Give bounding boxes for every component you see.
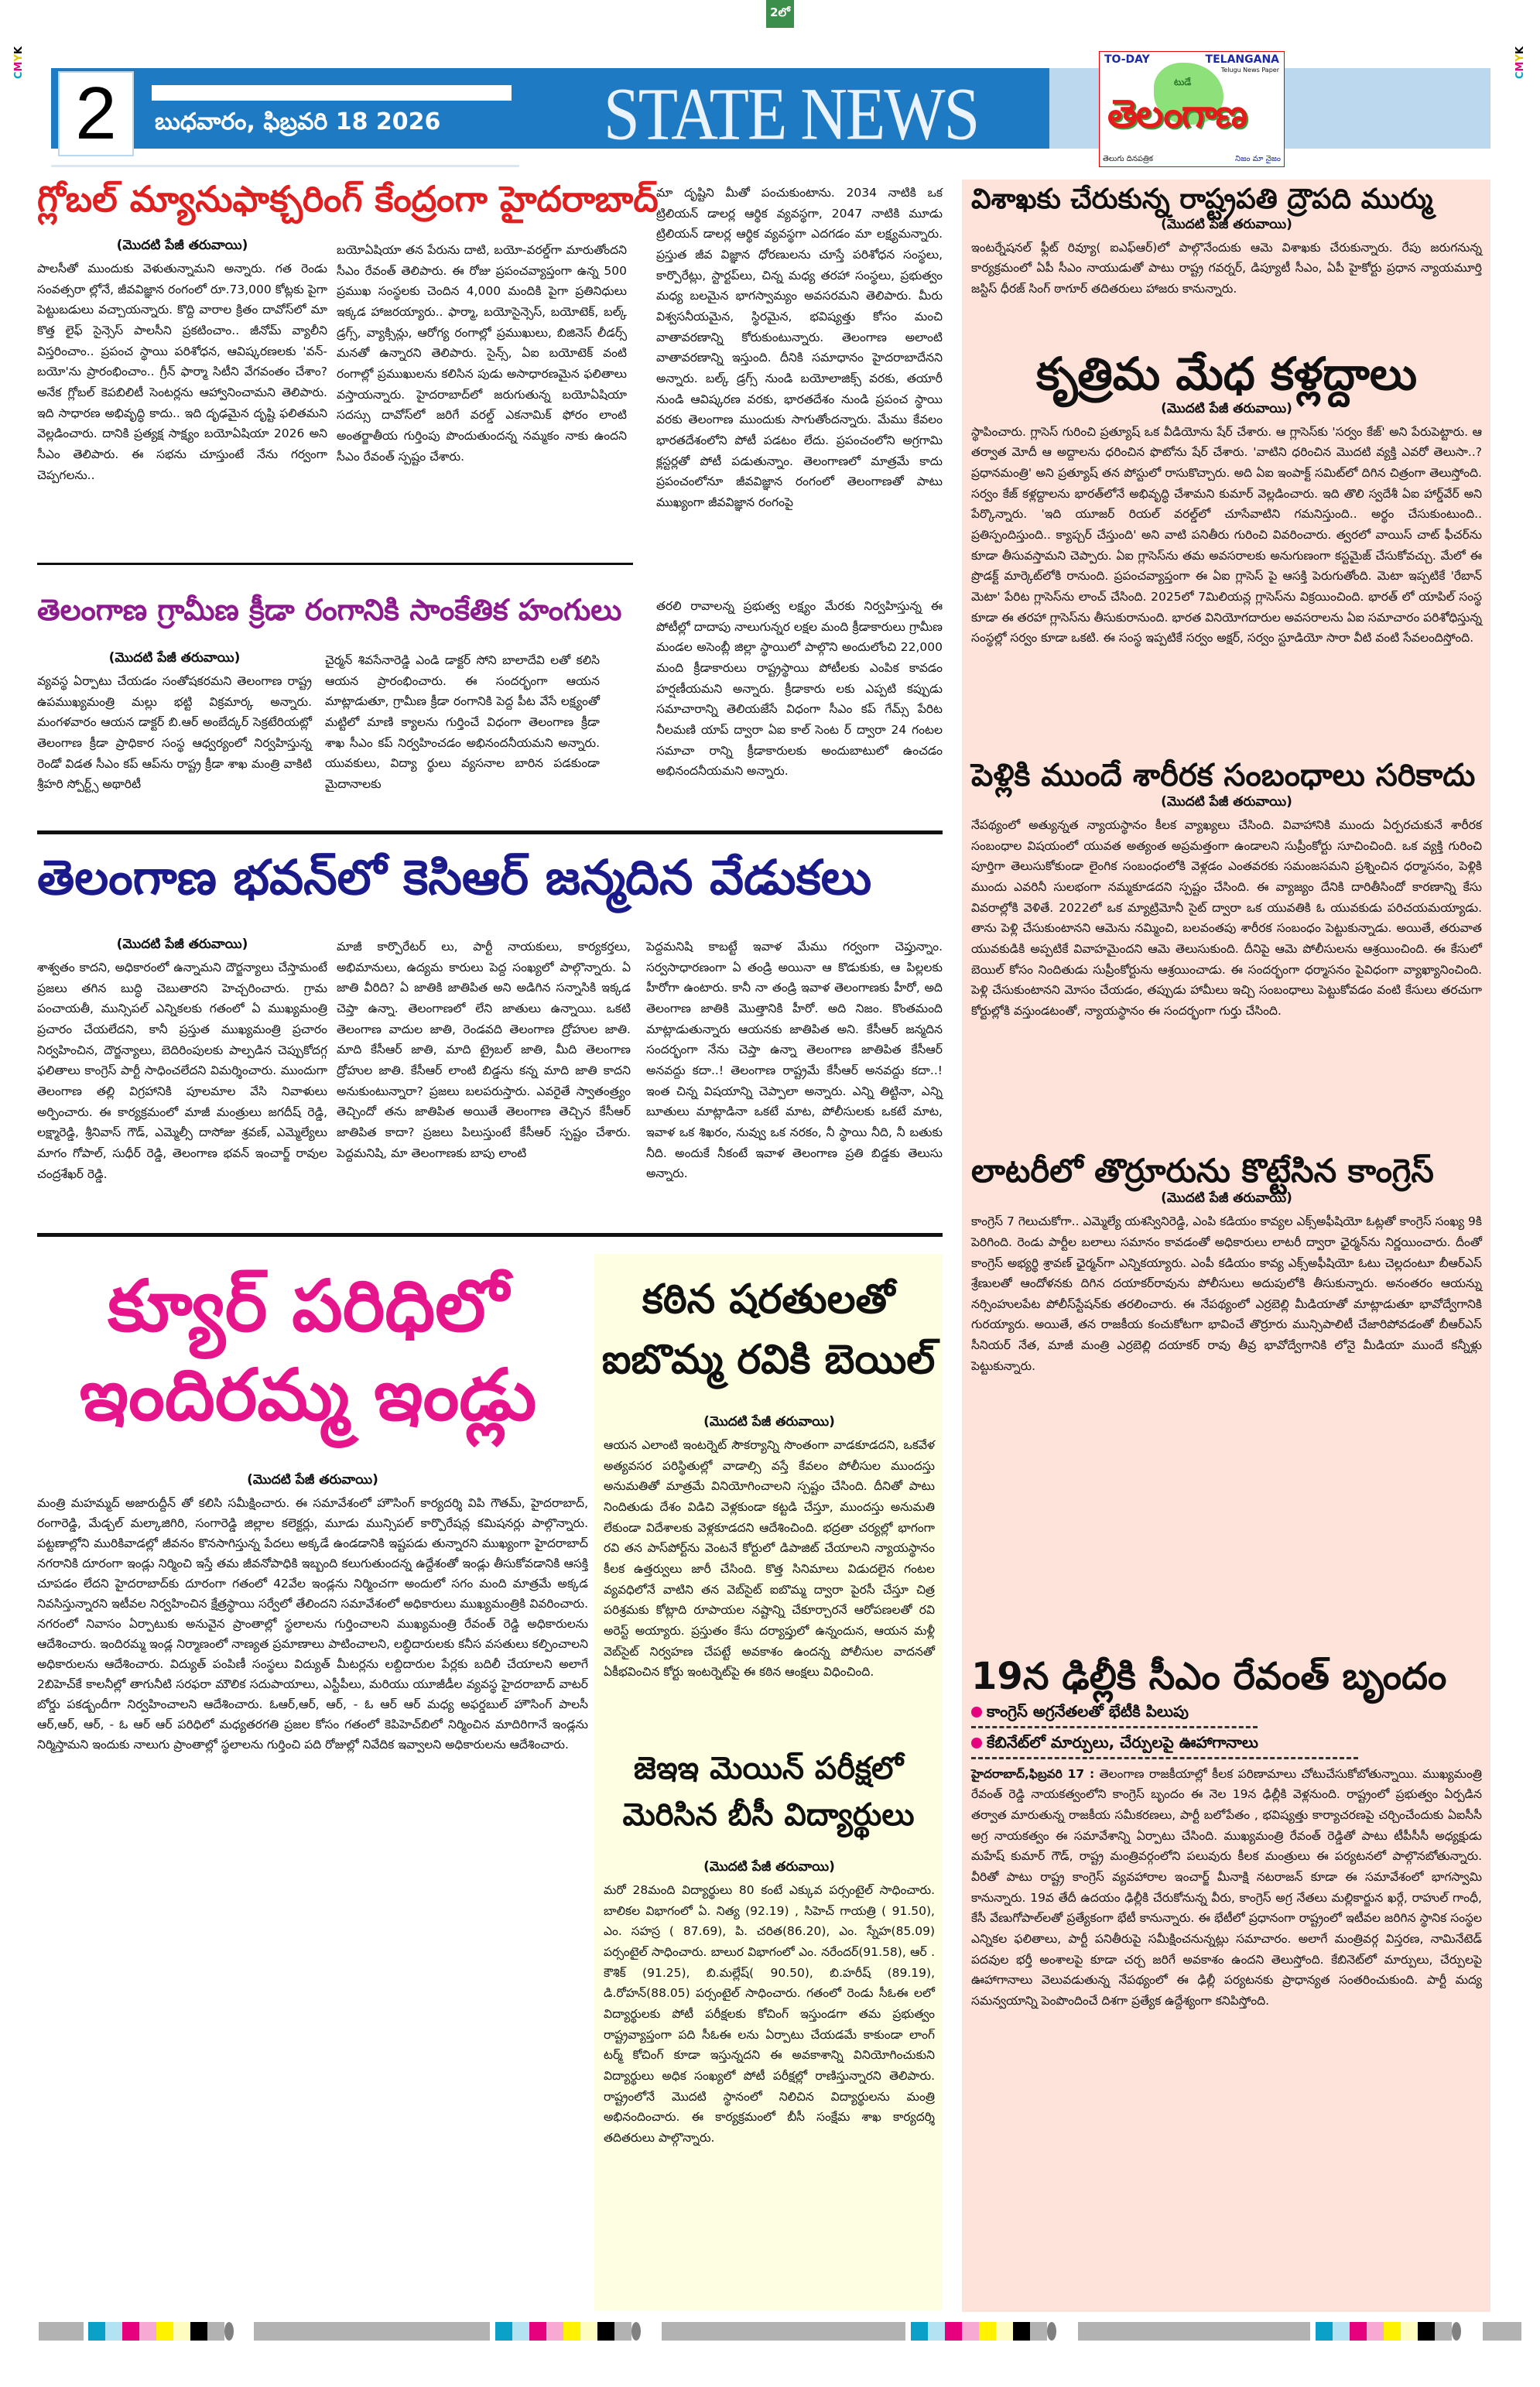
headline-global-manufacturing[interactable]: గ్లోబల్ మ్యానుఫాక్చరింగ్ కేంద్రంగా హైదరాబాద్ xyxy=(37,178,659,220)
article-text: కాంగ్రెస్ 7 గెలుచుకోగా.. ఎమ్మెల్యే యశస్వినిరెడ్డి, ఎంపి కడియం కావ్యల ఎక్స్అఫీషియో ఓట్లతో కాంగ్రెస్ సంఖ్య 9కి పెరిగింది. రెండు పార్టీల బలాలు సమానం కావడంతో అధికారులు లాటరీ ద్వారా ఛైర్మన్‌ను నిర్ణయించారు. దీంతో కాంగ్రెస్ అభ్యర్థి శ్రావణ్ ఛైర్మన్‌గా ఎన్నికయ్యారు. ఎంపీ కడియం కావ్య ఎక్స్అఫీషియో ఓటు చెల్లదంటూ బీఆర్ఎస్ శ్రేణులతో ఆందోళనకు దిగిన దయాకర్‌రావును పోలీసులు అదుపులోకి తీసుకున్నారు. అనంతరం ఆయన్ను నర్సింహులపేట పోలీస్‌స్టేషన్‌కు తరలించారు. ఈ నేపథ్యంలో ఎర్రబెల్లి మీడియాతో మాట్లాడుతూ భావోద్వేగానికి గురయ్యారు. అయితే, తన రాజకీయ కంచుకోటగా భావించే తొర్రూరు మున్సిపాలిటీ చేజారిపోవడంతో బీఆర్ఎస్ సీనియర్ నేత, మాజీ మంత్రి ఎర్రబెల్లి దయాకర్ రావు తీవ్ర భావోద్వేగానికి లోనై మీడియా ముందే కన్నీళ్లు పెట్టుకున్నారు. xyxy=(971,1214,1482,1373)
section-title: STATE NEWS xyxy=(604,73,979,156)
page-number: 2 xyxy=(58,71,134,156)
footer-gray-bar xyxy=(1078,2322,1310,2341)
color-swatch xyxy=(945,2322,962,2341)
article-text: పెద్దమనిషి కాబట్టే ఇవాళ మేము గర్వంగా చెప్తున్నాం. సర్వసాధారణంగా ఏ తండ్రి అయినా ఆ కొడుకుకు, ఆ పిల్లలకు హీరోగా ఉంటారు. కానీ నా తండ్రి ఇవాళ తెలంగాణకు హీరో, అది తెలంగాణ జాతికి మొత్తానికి హీరో. అది నిజం. కొంతమంది మాట్లాడుతున్నారు ఆయనకు జాతిపిత అని. కేసీఆర్ జన్మదిన సందర్భంగా నేను చెప్తా ఉన్నా తెలంగాణ జాతిపిత కేసీఆర్ అనవద్దు కదా..! తెలంగాణ రాష్ట్రమే కేసీఆర్ అనవద్దు కదా..! ఇంత చిన్న విషయాన్ని చెప్పాలా అన్నారు. ఎన్ని తిట్టినా, ఎన్ని బూతులు మాట్లాడినా ఒకటే మాట, పోలీసులకు ఒకటే మాట, ఇవాళ ఒక శిఖరం, నువ్వు ఒక నరకం, నీ స్థాయి నీది, నీ బతుకు నీది. అందుకే నీకంటే ఇవాళ తెలంగాణ ప్రతి బిడ్డకు తెలుసు అన్నారు. xyxy=(646,940,943,1181)
continued-label: (మొదటి పేజీ తరువాయి) xyxy=(1161,794,1292,810)
headline-jee-main[interactable] xyxy=(594,1745,943,1838)
footer-gray-bar xyxy=(254,2322,490,2341)
headline-delhi-trip[interactable]: 19న ఢిల్లీకి సీఎం రేవంత్ బృందం xyxy=(971,1655,1447,1698)
color-swatch xyxy=(546,2322,563,2341)
logo-name: తెలంగాణ xyxy=(1107,91,1247,136)
divider xyxy=(37,830,943,834)
registration-oval xyxy=(224,2322,234,2341)
article-text: మంత్రి మహమ్మద్ అజారుద్దీన్ తో కలిసి సమీక్షించారు. ఈ సమావేశంలో హౌసింగ్ కార్యదర్శి విపి గౌతమ్, హైదరాబాద్, రంగారెడ్డి, మేడ్చల్ మల్కాజిగిరి, సంగారెడ్డి జిల్లాల కలెక్టర్లు, మూడు మున్సిపల్ కార్పొరేషన్ల కమిషనర్లు పాల్గొన్నారు. పట్టణాల్లోని మురికివాడల్లో జీవనం కొనసాగిస్తున్న పేదలు అక్కడే ఉండడానికి ఇష్టపడు తున్నారని ముఖ్యంగా హైదరాబాద్ నగరానికి దూరంగా ఇండ్లు నిర్మించి ఇస్తే తమ జీవనోపాధికి ఇబ్బంది కలుగుతుందన్న ఉద్దేశంతో ఇండ్లు తీసుకోవడానికి ఆసక్తి చూపడం లేదని హైదరాబాద్‌కు దూరంగా గతంలో 42వేల ఇండ్లను నిర్మించగా అందులో సగం మంది మాత్రమే అక్కడ నివసిస్తున్నారని ఇటీవల నిర్వహించిన క్షేత్రస్థాయి సర్వేలో తేలిందని సమావేశంలో అధికారులు ముఖ్యమంత్రికి వివరించారు. నగరంలో నివాసం ఏర్పాటుకు అనువైన ప్రాంతాల్లో స్థలాలను గుర్తించాలని ముఖ్యమంత్రి రేవంత్ రెడ్డి అధికారులను ఆదేశించారు. ఇందిరమ్మ ఇండ్ల నిర్మాణంలో నాణ్యత ప్రమాణాలు పాటించాలని, లబ్ధిదారులకు కనీస వసతులు కల్పించాలని అధికారులను ఆదేశించారు. విద్యుత్ పంపిణీ సంస్థలు విద్యుత్ మీటర్లను లబ్దిదారుల పేర్లకు బదిలీ చేయాలని అలాగే 2బిహెచ్‌కే కాలనీల్లో తాగునీటి సరఫరా మౌలిక సదుపాయాలు, ఎస్టీపీలు, మరియు యూజీడీల వ్యవస్థ హైదరాబాద్ వాటర్ బోర్డు పకడ్బందీగా నిర్వహించాలని ఆదేశించారు. ఓఆర్,ఆర్, ఆర్, - ఓ ఆర్ ఆర్ మధ్య అఫర్డబుల్ హౌసింగ్ పాలసీ ఆర్,ఆర్, ఆర్, - ఓ ఆర్ ఆర్ పరిధిలో మధ్యతరగతి ప్రజల కోసం గతంలో కెపిహెచ్‌బిలో నిర్మించిన మాదిరిగానే ఇండ్లను నిర్మిస్తామని ఇందుకు నాలుగు ప్రాంతాల్లో స్థలాలను గుర్తించి పది రోజుల్లో నివేదిక ఇవ్వాలని అధికారులను ఆదేశించారు. xyxy=(37,1496,588,1752)
headline-rural-sports[interactable]: తెలంగాణ గ్రామీణ క్రీడా రంగానికి సాంకేతిక హంగులు xyxy=(37,593,622,627)
page-tab: 2లో xyxy=(766,0,794,28)
continued-label: (మొదటి పేజీ తరువాయి) xyxy=(703,1414,835,1430)
headline-line: ఐబొమ్మ రవికి బెయిల్ xyxy=(601,1337,936,1383)
article-ibomma-bail xyxy=(604,1413,935,1683)
masthead-underline xyxy=(51,165,519,167)
color-swatch xyxy=(207,2322,224,2341)
article-rural-sports-col3 xyxy=(656,596,943,782)
article-rural-sports-col1 xyxy=(37,649,312,795)
article-text: మా దృష్టిని మీతో పంచుకుంటాను. 2034 నాటికి ఒక ట్రిలియన్ డాలర్ల ఆర్థిక వ్యవస్థగా, 2047 నాటికి మూడు ట్రిలియన్ డాలర్ల ఆర్థిక వ్యవస్థగా ఎదగడం మా లక్ష్యమన్నారు. ప్రస్తుత జీవ విజ్ఞాన ధోరణులను చూస్తే పరిశోధన సంస్థలు, కార్పొరేట్లు, స్టార్టప్‌లు, చిన్న మధ్య తరహా సంస్థలు, ప్రభుత్వం మధ్య బలమైన భాగస్వామ్యం అవసరమని తెలిపారు. మీరు విశ్వసనీయమైన, స్థిరమైన, భవిష్యత్తు కోసం మంచి వాతావరణాన్ని కోరుకుంటున్నారు. తెలంగాణ అలాంటి వాతావరణాన్ని ఇస్తుంది. దీనికి సమాధానం హైదరాబాదేనని అన్నారు. బల్క్ డ్రగ్స్ నుండి బయోలాజిక్స్ వరకు, తయారీ నుండి ఆవిష్కరణ వరకు, భారతదేశం నుండి ప్రపంచ స్థాయి వరకు తెలంగాణ ముందుకు సాగుతోందన్నారు. మేము కేవలం భారతదేశంలోని పోటీ పడటం లేదు. ప్రపంచంలోని అగ్రగామి క్లస్టర్లతో పోటీ పడుతున్నాం. తెలంగాణలో మాత్రమే కాదు ప్రపంచంలోనూ జీవవిజ్ఞాన రంగంలో తెలంగాణతో పాటు ముఖ్యంగా జీవవిజ్ఞాన రంగంపై xyxy=(656,186,943,509)
logo-telangana: TELANGANA xyxy=(1205,53,1279,66)
dashed-divider xyxy=(971,1757,1358,1759)
article-delhi-trip xyxy=(971,1656,1482,2012)
headline-indiramma[interactable] xyxy=(37,1262,579,1440)
color-swatch xyxy=(190,2322,207,2341)
headline-line: జెఇఇ మెయిన్ పరీక్షలో xyxy=(633,1751,904,1786)
headline-ai-glasses[interactable]: కృత్రిమ మేధ కళ్లద్దాలు xyxy=(1035,348,1418,400)
bullet-icon xyxy=(971,1707,982,1717)
color-swatch xyxy=(962,2322,979,2341)
continued-label: (మొదటి పేజీ తరువాయి) xyxy=(108,650,241,666)
continued-label: (మొదటి పేజీ తరువాయి) xyxy=(116,238,248,253)
color-swatch xyxy=(563,2322,580,2341)
logo-tagline-left: తెలుగు దినపత్రిక xyxy=(1103,155,1154,163)
cmyk-mark-left: CMYK xyxy=(13,46,25,79)
cmyk-mark-right: CMYK xyxy=(1514,46,1526,79)
color-swatch xyxy=(1350,2322,1367,2341)
color-swatch xyxy=(1418,2322,1435,2341)
subhead-bullet: కాంగ్రెస్ అగ్రనేతలతో భేటీకి పిలుపు xyxy=(971,1702,1482,1724)
divider xyxy=(37,563,633,565)
article-text: మాజీ కార్పొరేటర్ లు, పార్టీ నాయకులు, కార్యకర్తలు, అభిమానులు, ఉద్యమ కారులు పెద్ద సంఖ్యలో పాల్గొన్నారు. ఏ జాతి వీరిది? ఏ జాతికి జాతిపిత అని అడిగిన సన్నాసికి ఇక్కడ చెప్తా ఉన్నా. తెలంగాణలో లేని జాతులు ఉన్నాయి. ఒకటి తెలంగాణ వాదుల జాతి, రెండవది తెలంగాణ ద్రోహుల జాతి. మాది కేసీఆర్ జాతి, మాది ట్రైబల్ జాతి, మీది తెలంగాణ ద్రోహుల జాతి. కేసీఆర్ లాంటి బిడ్డను కన్న మాది జాతి కాదని అనుకుంటున్నారా? ప్రజలు బలపరుస్తారు. ఎవరైతే స్వాతంత్ర్యం తెచ్చిందో తను జాతిపిత అయితే తెలంగాణ తెచ్చిన కేసీఆర్ జాతిపిత కాదా? ప్రజలు పిలుస్తుంటే కేసీఆర్ స్పష్టం చేశారు. పెద్దమనిషి, మా తెలంగాణకు బాపు లాంటి xyxy=(337,940,631,1160)
article-global-manufacturing-col1 xyxy=(37,236,327,485)
article-lottery xyxy=(971,1153,1482,1376)
continued-label: (మొదటి పేజీ తరువాయి) xyxy=(247,1472,378,1488)
article-text: తరలి రావాలన్న ప్రభుత్వ లక్ష్యం మేరకు నిర్వహిస్తున్న ఈ పోటీల్లో దాదాపు నాలుగున్నర లక్షల మంది క్రీడాకారులు గ్రామీణ మండల అసెంబ్లీ జిల్లా స్థాయిలో పాల్గొని అందులోంచి 22,000 మంది క్రీడాకారులు రాష్ట్రస్థాయి పోటీలకు ఎంపిక కావడం హర్షణీయమని అన్నారు. క్రీడాకారు లకు ఎప్పటి కప్పుడు సమాచారాన్ని తెలియజేసే విధంగా సీఎం కప్ గేమ్స్ పేరిట నీలమణి యాప్ ద్వారా ఏఐ కాల్ సెంట ర్ ద్వారా 24 గంటల సమాచా రాన్ని క్రీడాకారులకు అందుబాటులో ఉంచడం అభినందనీయమని అన్నారు. xyxy=(656,599,943,779)
dateline: హైదరాబాద్,ఫిబ్రవరి 17 : xyxy=(971,1766,1095,1781)
color-swatch xyxy=(105,2322,122,2341)
registration-oval xyxy=(1047,2322,1056,2341)
color-swatch xyxy=(1333,2322,1350,2341)
logo-subtitle: Telugu News Paper xyxy=(1220,67,1279,74)
dashed-divider xyxy=(971,1726,1258,1728)
article-premarital xyxy=(971,759,1482,1022)
date-bar-strip xyxy=(152,85,512,101)
color-swatch xyxy=(173,2322,190,2341)
color-swatch xyxy=(1435,2322,1452,2341)
color-swatch xyxy=(614,2322,631,2341)
subhead-bullet: కేబినేట్‌లో మార్పులు, చేర్పులపై ఊహాగానాలు xyxy=(971,1733,1482,1755)
headline-line: కఠిన షరతులతో xyxy=(642,1276,895,1323)
footer-gray-bar xyxy=(1483,2322,1521,2341)
footer-color-bar xyxy=(911,2322,1056,2341)
color-swatch xyxy=(495,2322,512,2341)
article-kcr-col1 xyxy=(37,935,327,1184)
color-swatch xyxy=(597,2322,614,2341)
divider xyxy=(37,1233,943,1237)
article-ai-glasses xyxy=(971,350,1482,649)
registration-oval xyxy=(1452,2322,1461,2341)
color-swatch xyxy=(1384,2322,1401,2341)
color-swatch xyxy=(156,2322,173,2341)
newspaper-logo[interactable] xyxy=(1099,51,1285,167)
color-swatch xyxy=(580,2322,597,2341)
article-jee-main xyxy=(604,1858,935,2149)
color-swatch xyxy=(88,2322,105,2341)
article-text: చైర్మన్ శివసేనారెడ్డి ఎండి డాక్టర్ సోని బాలాదేవి లతో కలిసి ఆయన ప్రారంభించారు. ఈ సందర్భంగా ఆయన మాట్లాడుతూ, గ్రామీణ క్రీడా రంగానికి పెద్ద పీట వేసే లక్ష్యంతో మట్టిలో మాణి క్యాలను గుర్తించే విధంగా తెలంగాణ క్రీడా శాఖ సీఎం కప్ నిర్వహించడం అభినందనీయమని అన్నారు. యువకులు, విద్యా ర్థులు వ్యసనాల బారిన పడకుండా మైదానాలకు xyxy=(325,653,600,791)
continued-label: (మొదటి పేజీ తరువాయి) xyxy=(1161,1190,1292,1207)
article-kcr-col3 xyxy=(646,937,943,1184)
continued-label: (మొదటి పేజీ తరువాయి) xyxy=(703,1859,835,1875)
headline-lottery[interactable]: లాటరీలో తొర్రూరును కొట్టేసిన కాంగ్రెస్ xyxy=(971,1152,1434,1190)
article-president-visit xyxy=(971,184,1482,300)
continued-label: (మొదటి పేజీ తరువాయి) xyxy=(116,937,248,952)
continued-label: (మొదటి పేజీ తరువాయి) xyxy=(1161,400,1292,416)
color-swatch xyxy=(1316,2322,1333,2341)
headline-line: ఇందిరమ్మ ఇండ్లు xyxy=(79,1354,537,1437)
color-swatch xyxy=(139,2322,156,2341)
footer-gray-bar xyxy=(39,2322,84,2341)
registration-oval xyxy=(631,2322,641,2341)
color-swatch xyxy=(1030,2322,1047,2341)
headline-line: మెరిసిన బీసీ విద్యార్థులు xyxy=(622,1797,915,1833)
color-swatch xyxy=(122,2322,139,2341)
bullet-icon xyxy=(971,1738,982,1748)
article-text: హైదరాబాద్,ఫిబ్రవరి 17 : తెలంగాణ రాజకీయాల్లో కీలక పరిణామాలు చోటుచేసుకోబోతున్నాయి. ముఖ్యమంత్రి రేవంత్ రెడ్డి నాయకత్వంలోని కాంగ్రెస్ బృందం ఈ నెల 19న ఢిల్లీకి వెళ్లనుంది. రాష్ట్రంలో ప్రభుత్వం ఏర్పడిన తర్వాత మారుతున్న రాజకీయ సమీకరణలు, పార్టీ బలోపేతం , భవిష్యత్తు కార్యాచరణపై చర్చించేందుకు ఏఐసీసీ అగ్ర నాయకత్వం ఈ సమావేశాన్ని ఏర్పాటు చేసింది. ముఖ్యమంత్రి రేవంత్ రెడ్డితో పాటు టీపీసీసీ అధ్యక్షుడు మహేష్ కుమార్ గౌడ్, రాష్ట్ర మంత్రివర్గంలోని పలువురు కీలక మంత్రులు ఈ పర్యటనలో పాల్గొనబోతున్నారు. వీరితో పాటు రాష్ట్ర కాంగ్రెస్ వ్యవహారాల ఇంచార్జ్ మీనాక్షి నటరాజన్ కూడా ఈ సమావేశంలో భాగస్వామి కానున్నారు. 19వ తేదీ ఉదయం ఢిల్లీకి చేరుకోనున్న వీరు, కాంగ్రెస్ అగ్ర నేతలు మల్లికార్జున ఖర్గే, రాహుల్ గాంధీ, కేసీ వేణుగోపాల్‌లతో ప్రత్యేకంగా భేటీ కానున్నారు. ఈ భేటీలో ప్రధానంగా రాష్ట్రంలో ఇటీవల జరిగిన స్థానిక సంస్థల ఎన్నికల ఫలితాలు, పార్టీ పనితీరుపై సమీక్షించనున్నట్లు సమాచారం. అలాగే మంత్రివర్గ విస్తరణ, నామినేటెడ్ పదవుల భర్తీ అంశాలపై కూడా చర్చ జరిగే అవకాశం ఉందని తెలుస్తోంది. కేబినెట్‌లో మార్పులు, చేర్పులపై ఊహాగానాలు వెలువడుతున్న నేపథ్యంలో ఈ ఢిల్లీ పర్యటనకు ప్రాధాన్యత సంతరించుకుంది. పార్టీ మద్య సమన్వయాన్ని పెంపొందించే దిశగా ప్రత్యేక ఉద్దేశ్యంగా కనిపిస్తోంది. xyxy=(971,1766,1482,2009)
color-swatch xyxy=(1367,2322,1384,2341)
article-text: మరో 28మంది విద్యార్థులు 80 కంటే ఎక్కువ పర్సంటైల్ సాధించారు. బాలికల విభాగంలో ఏ. నిత్య (92.19) , సిహెచ్ గాయత్రి ( 91.50), ఎం. సహస్ర ( 87.69), పి. చరిత(86.20), ఎం. స్నేహ(85.09) పర్సంటైల్ సాధించారు. బాలుర విభాగంలో ఎం. నరేందర్(91.58), ఆర్ . కౌశిక్ (91.25), బి.మల్లేష్( 90.50), బి.హరీష్ (89.19), డి.రోహన్(88.05) పర్సంటైల్ సాధించారు. గతంలో రెండు సీఓఈ లలో విద్యార్థులకు పోటీ పరీక్షలకు కోచింగ్ ఇస్తుండగా తమ ప్రభుత్వం రాష్ట్రవ్యాప్తంగా పది సీఓఈ లను ఏర్పాటు చేయడమే కాకుండా లాంగ్ టర్మ్ కోచింగ్ కూడా ఇస్తున్నదని ఈ అవకాశాన్ని వినియోగించుకుని విద్యార్థులు అధిక సంఖ్యలో పోటీ పరీక్షల్లో రాణిస్తున్నారని తెలిపారు. రాష్ట్రంలోనే మొదటి స్థానంలో నిలిచిన విద్యార్థులను మంత్రి అభినందించారు. ఈ కార్యక్రమంలో బీసీ సంక్షేమ శాఖ కార్యదర్శి తదితరులు పాల్గొన్నారు. xyxy=(604,1883,935,2145)
article-text: శాశ్వతం కాదని, అధికారంలో ఉన్నామని దౌర్జన్యాలు చేస్తామంటే ప్రజలు తగిన బుద్ధి చెబుతారని హెచ్చరించారు. గ్రామ పంచాయతీ, మున్సిపల్ ఎన్నికలకు గతంలో ఏ ముఖ్యమంత్రి ప్రచారం చేయలేదని, కానీ ప్రస్తుత ముఖ్యమంత్రి ప్రచారం నిర్వహించిన, దౌర్జన్యాలు, బెదిరింపులకు పాల్పడిన చెప్పుకోదగ్గ ఫలితాలు కాంగ్రెస్ పార్టీ సాధించలేదని విమర్శించారు. ముందుగా తెలంగాణ తల్లి విగ్రహానికి పూలమాల వేసి నివాళులు అర్పించారు. ఈ కార్యక్రమంలో మాజీ మంత్రులు జగదీష్ రెడ్డి, లక్ష్మారెడ్డి, శ్రీనివాస్ గౌడ్, ఎమ్మెల్సీ దాసోజు శ్రవణ్, ఎమ్మెల్యేలు మాగం గోపాల్, సుధీర్ రెడ్డి, తెలంగాణ భవన్ ఇంచార్జ్ రావుల చంద్రశేఖర్ రెడ్డి. xyxy=(37,961,327,1181)
footer-color-bar xyxy=(88,2322,234,2341)
article-text: ఆయన ఎలాంటి ఇంటర్నెట్ సౌకర్యాన్ని సొంతంగా వాడకూడదని, ఒకవేళ అత్యవసర పరిస్థితుల్లో వాడాల్సి వస్తే కేవలం పోలీసుల ముందస్తు అనుమతితో మాత్రమే వినియోగించాలని స్పష్టం చేసింది. దీనితో పాటు నిందితుడు దేశం విడిచి వెళ్లకుండా కట్టడి చేస్తూ, ముందస్తు అనుమతి లేకుండా విదేశాలకు వెళ్లకూడదని ఆదేశించింది. భద్రతా చర్యల్లో భాగంగా రవి తన పాస్‌పోర్ట్‌ను వెంటనే కోర్టులో డిపాజిట్ చేయాలని న్యాయస్థానం కీలక ఉత్తర్వులు జారీ చేసింది. కొత్త సినిమాలు విడుదలైన గంటల వ్యవధిలోనే వాటిని తన వెబ్‌సైట్ ఐబొమ్మ ద్వారా పైరసీ చేస్తూ చిత్ర పరిశ్రమకు కోట్లాది రూపాయల నష్టాన్ని చేకూర్చారనే ఆరోపణలతో రవి అరెస్ట్ అయ్యారు. ప్రస్తుతం కేసు దర్యాప్తులో ఉన్నందున, ఆయన మళ్లీ వెబ్‌సైట్ నిర్వహణ చేపట్టే అవకాశం ఉందన్న పోలీసుల వాదనతో ఏకీభవించిన కోర్టు ఇంటర్నెట్‌పై ఈ కఠిన ఆంక్షలు విధించింది. xyxy=(604,1438,935,1680)
footer-color-bar xyxy=(495,2322,641,2341)
article-text: పాలసీతో ముందుకు వెళుతున్నామని అన్నారు. గత రెండు సంవత్సరా ల్లోనే, జీవవిజ్ఞాన రంగంలో రూ.73,000 కోట్లకు పైగా పెట్టుబడులు వచ్చాయన్నారు. కొద్ది వారాల క్రితం దావోస్‌లో మా కొత్త లైఫ్ సైన్సెస్ పాలసీని ప్రకటించాం.. జీనోమ్ వ్యాలీని విస్తరించాం.. ప్రపంచ స్థాయి పరిశోధన, ఆవిష్కరణలకు 'వన్-బయో'ను ప్రారంభించాం.. గ్రీన్ ఫార్మా సిటీని వేగవంతం చేశాం? అనేక గ్లోబల్ కెపబిలిటీ సెంటర్లను ఆహ్వానించామని తెలిపారు. ఇది సాధారణ అభివృద్ధి కాదు.. ఇది దృఢమైన దృష్టి ఫలితమని వెల్లడించారు. దానికి ప్రత్యక్ష సాక్ష్యం బయోఏషియా 2026 అని సీఎం తెలిపారు. ఈ సభను చూస్తుంటే నేను గర్వంగా చెప్పగలను.. xyxy=(37,262,327,482)
color-swatch xyxy=(979,2322,996,2341)
color-swatch xyxy=(512,2322,529,2341)
article-global-manufacturing-col2 xyxy=(337,240,627,467)
headline-premarital[interactable]: పెళ్లికి ముందే శారీరక సంబంధాలు సరికాదు xyxy=(971,758,1476,793)
logo-mini: టుడే xyxy=(1174,77,1192,87)
footer-gray-bar xyxy=(662,2322,905,2341)
article-text: నేపథ్యంలో అత్యున్నత న్యాయస్థానం కీలక వ్యాఖ్యలు చేసింది. వివాహానికి ముందు ఏర్పరచుకునే శారీరక సంబంధాల విషయంలో యువత అత్యంత అప్రమత్తంగా ఉండాలని సుప్రీంకోర్టు సూచించింది. ఒక వ్యక్తి గురించి పూర్తిగా తెలుసుకోకుండా లైంగిక సంబంధంలోకి వెళ్లడం ఎంతవరకు సమంజసమని ప్రశ్నించిన ధర్మాసనం, పెళ్లికి ముందు ఎవరినీ సులభంగా నమ్మకూడదని స్పష్టం చేసింది. ఈ వ్యాజ్యం దేనికి దారితీసిందో కారణాన్ని కేసు వివరాల్లోకి వెళితే. 2022లో ఒక మ్యాట్రిమోనీ సైట్ ద్వారా ఒక యువతికి ఓ యువకుడు పరిచయమయ్యాడు. తాను పెళ్లి చేసుకుంటానని ఆమెను నమ్మించి, బలవంతపు శారీరక సంబంధం పెట్టుకున్నాడు. అయితే, తరువాత యువకుడికి అప్పటికే వివాహమైందని ఆమె తెలుసుకుంది. దీనిపై ఆమె పోలీసులను ఆశ్రయించింది. ఈ కేసులో బెయిల్ కోసం నిందితుడు సుప్రీంకోర్టును ఆశ్రయించాడు. ఈ సందర్భంగా ధర్మాసనం పైవిధంగా వ్యాఖ్యానించింది. పెళ్లి చేసుకుంటానని మోసం చేయడం, తప్పుడు హామీలు ఇచ్చి సంబంధాలు పెట్టుకోవడం వంటి కేసులు తరచుగా కోర్టుల్లోకి వస్తుండటంతో, న్యాయస్థానం ఈ సందర్భంగా గుర్తు చేసింది. xyxy=(971,818,1482,1018)
color-swatch xyxy=(1013,2322,1030,2341)
color-swatch xyxy=(911,2322,928,2341)
article-text: స్థాపించారు. గ్లాసెస్ గురించి ప్రత్యూష్ ఒక వీడియోను షేర్ చేశారు. ఆ గ్లాసెస్‌కు 'సర్వం కేజ్' అని పేరుపెట్టారు. ఆ తర్వాత మోదీ ఆ అద్దాలను ధరించిన ఫొటోను షేర్ చేశారు. 'వాటిని ధరించిన మొదటి వ్యక్తి ఎవరో తెలుసా..? ప్రధానమంత్రి' అని ప్రత్యూష్ తన పోస్టులో రాసుకొచ్చారు. అది ఏఐ ఇంపాక్ట్ సమిట్‌లో దిగిన చిత్రంగా తెలుస్తోంది. సర్వం కేజ్ కళ్లద్దాలను భారత్‌లోనే అభివృద్ధి చేశామని కుమార్ వెల్లడించారు. ఇది తొలి స్వదేశీ ఏఐ హార్డ్‌వేర్ అని పేర్కొన్నారు. 'ఇది యూజర్ రియల్ వరల్డ్‌లో చూసేవాటిని గమనిస్తుంది.. అర్థం చేసుకుంటుంది.. ప్రతిస్పందిస్తుంది.. క్యాప్చర్ చేస్తుంది' అని వాటి పనితీరు గురించి వివరించారు. త్వరలో వాయిస్ చాట్ ఫీచర్‌ను కూడా తీసువస్తామని చెప్పారు. ఏఐ గ్లాసెస్‌ను తమ అవసరాలకు అనుగుణంగా కస్టమైజ్ చేసుకోవచ్చు. మేలో ఈ ప్రొడక్ట్ మార్కెట్‌లోకి రానుంది. ప్రపంచవ్యాప్తంగా ఈ ఏఐ గ్లాసెస్ పై ఆసక్తి పెరుగుతోంది. మెటా ఇప్పటికే 'రేబాన్ మెటా' పేరిట గ్లాసెస్‌ను లాంచ్ చేసింది. 2025లో 7మిలియన్ల గ్లాసెస్‌ను విక్రయించింది. భారత్ లో యాపిల్ సంస్థ కూడా ఈ తరహా గ్లాసెస్‌ను తీసుకురానుంది. భారత వినియోగదారుల అవసరాలను ఏఐ సమాచారం పరిశోధిస్తున్న సంస్థల్లో సర్వం కూడా ఒకటి. ఈ సంస్థ ఇప్పటికే సర్వం అక్షర్, సర్వం స్టూడియో సారా వీటి వంటి సేవలందిస్తోంది. xyxy=(971,424,1482,646)
color-swatch xyxy=(529,2322,546,2341)
headline-line: క్యూర్ పరిధిలో xyxy=(108,1265,508,1348)
headline-ibomma-bail[interactable] xyxy=(594,1269,943,1390)
article-text: బయోఏషియా తన పేరును దాటి, బయో-వరల్డ్‌గా మారుతోందని సీఎం రేవంత్ తెలిపారు. ఈ రోజు ప్రపంచవ్యాప్తంగా ఉన్న 500 ప్రముఖ సంస్థలకు చెందిన 4,000 మందికి పైగా ప్రతినిధులు ఇక్కడ హాజరయ్యారు.. ఫార్మా, బయోసైన్సెస్, బయోటెక్, బల్క్ డ్రగ్స్, వ్యాక్సిన్లు, ఆరోగ్య రంగాల్లో ప్రముఖులు, బిజినెస్ లీడర్స్ మనతో ఉన్నారని తెలిపారు. సైన్స్, ఏఐ బయోటెక్ వంటి రంగాల్లో ప్రముఖులను కలిసిన పుడు అసాధారణమైన ఫలితాలు వస్తాయన్నారు. హైదరాబాద్‌లో జరుగుతున్న బయోఏషియా సదస్సు దావోస్‌లో జరిగే వరల్డ్ ఎకనామిక్ ఫోరం లాంటి అంతర్జాతీయ గుర్తింపు పొందుతుందన్న నమ్మకం నాకు ఉందని సీఎం రేవంత్ స్పష్టం చేశారు. xyxy=(337,243,627,464)
article-kcr-col2 xyxy=(337,937,631,1163)
color-swatch xyxy=(996,2322,1013,2341)
article-global-manufacturing-col3 xyxy=(656,183,943,513)
article-indiramma xyxy=(37,1471,588,1755)
headline-president-visit[interactable]: విశాఖకు చేరుకున్న రాష్ట్రపతి ద్రౌపది ముర్ము xyxy=(971,183,1433,215)
issue-date: బుధవారం, ఫిబ్రవరి 18 2026 xyxy=(155,108,441,135)
article-text: ఇంటర్నేషనల్ ఫ్లీట్ రివ్యూ( ఐఎఫ్ఆర్)లో పాల్గొనేందుకు ఆమె విశాఖకు చేరుకున్నారు. రేపు జరుగనున్న కార్యక్రమంలో ఏపీ సీఎం నాయుడుతో పాటు రాష్ట్ర గవర్నర్, డిప్యూటీ సీఎం, ఏపీ హైకోర్టు ప్రధాన న్యాయమూర్తి జస్టిస్ ధీరజ్ సింగ్ ఠాగూర్ తదితరులు హాజరు కానున్నారు. xyxy=(971,240,1482,296)
article-rural-sports-col2 xyxy=(325,650,600,795)
logo-today: TO-DAY xyxy=(1104,53,1150,66)
footer-color-bar xyxy=(1316,2322,1461,2341)
color-swatch xyxy=(928,2322,945,2341)
color-swatch xyxy=(1401,2322,1418,2341)
logo-tagline-right: నిజం మా నైజం xyxy=(1235,155,1281,163)
headline-kcr-birthday[interactable]: తెలంగాణ భవన్‌లో కెసిఆర్ జన్మదిన వేడుకలు xyxy=(37,849,872,906)
continued-label: (మొదటి పేజీ తరువాయి) xyxy=(1161,216,1292,232)
article-text: వ్యవస్థ ఏర్పాటు చేయడం సంతోషకరమని తెలంగాణ రాష్ట్ర ఉపముఖ్యమంత్రి మల్లు భట్టి విక్రమార్క అన్నారు. మంగళవారం ఆయన డాక్టర్ బి.ఆర్ అంబేద్కర్ సెక్రటేరియట్లో తెలంగాణ క్రీడా ప్రాధికార సంస్థ ఆధ్వర్యంలో నిర్వహిస్తున్న రెండో విడత సీఎం కప్ ఆప్‌ను రాష్ట్ర క్రీడా శాఖ మంత్రి వాకిటి శ్రీహరి స్పోర్ట్స్ అథారిటీ xyxy=(37,674,312,792)
